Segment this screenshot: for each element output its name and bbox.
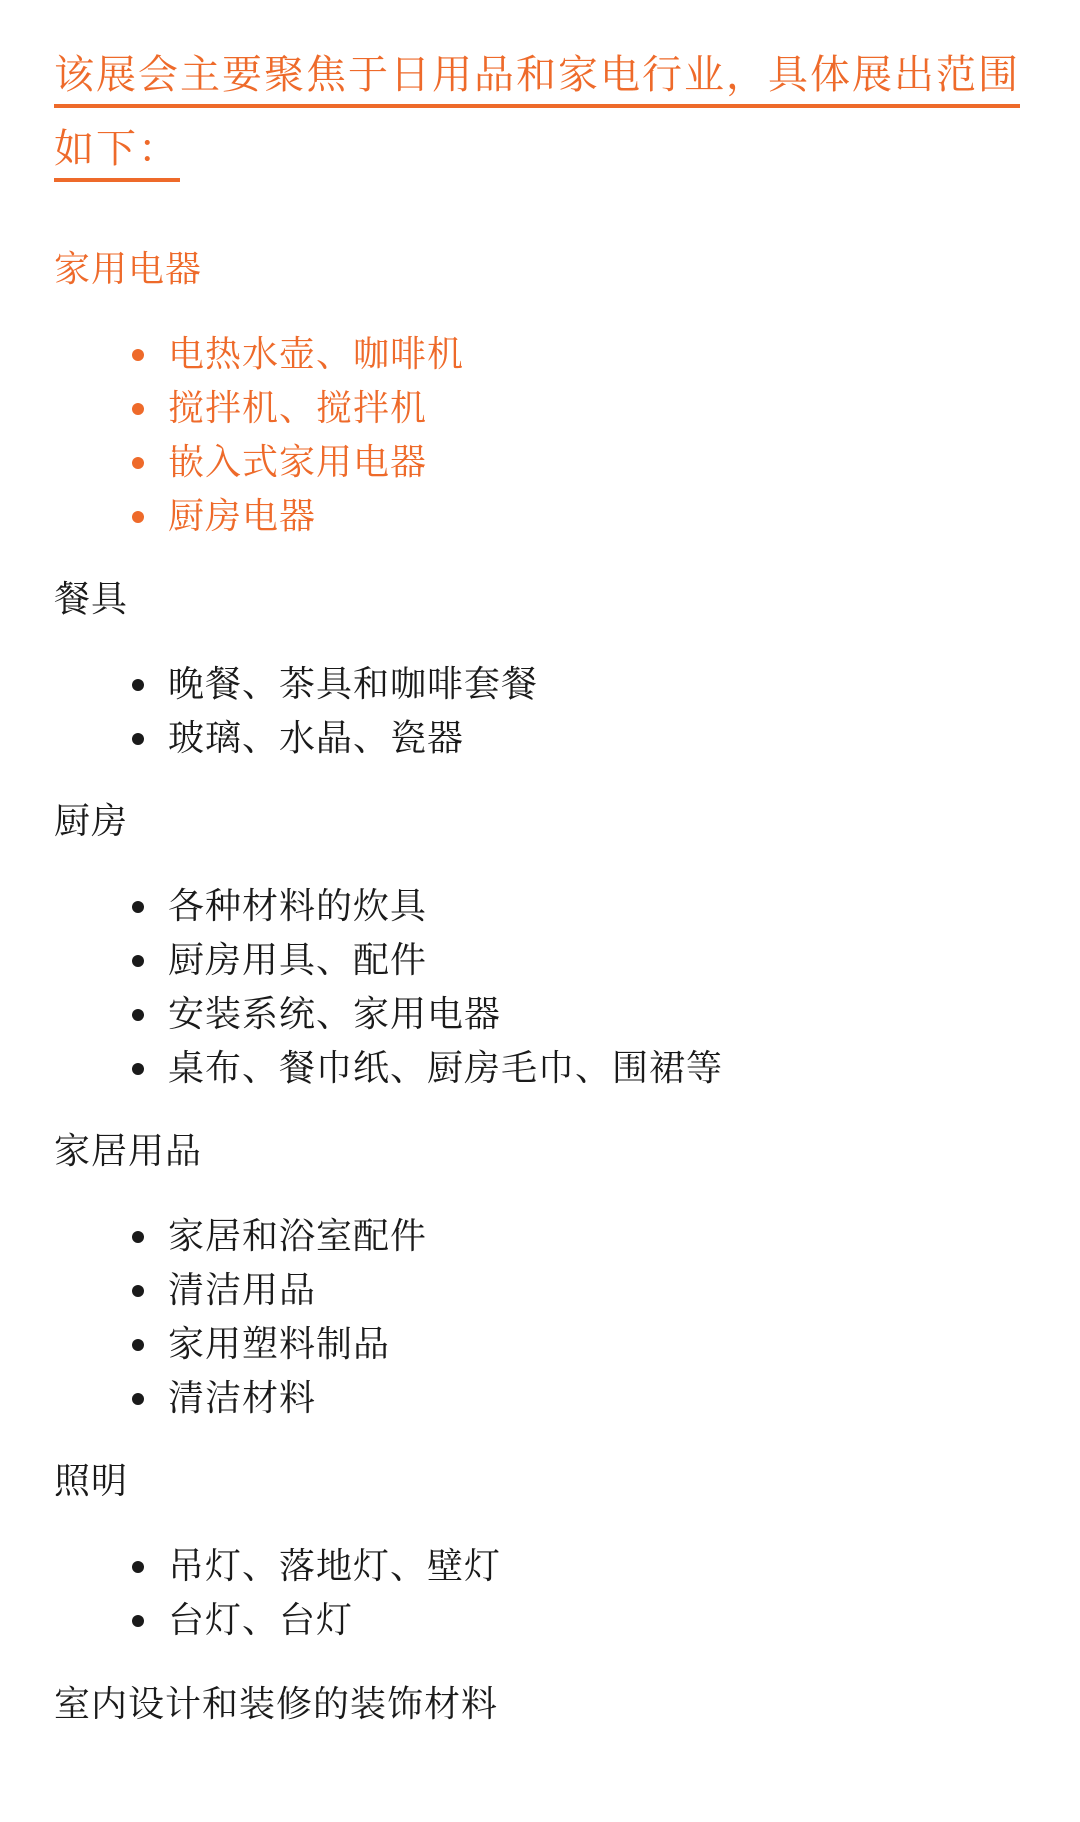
list-item: [132, 934, 723, 988]
list-item-text: 家居和浴室配件: [168, 1216, 428, 1257]
list-item: [132, 436, 464, 490]
section-heading-appliances: 家用电器: [54, 249, 203, 290]
list-item: [132, 490, 464, 544]
list-item-text: 桌布、餐巾纸、厨房毛巾、围裙等: [168, 1048, 724, 1089]
section-heading-lighting: 照明: [54, 1461, 129, 1502]
list-item: [132, 1264, 427, 1318]
list-item-text: 玻璃、水晶、瓷器: [168, 718, 465, 759]
list-household: [132, 1210, 427, 1426]
list-item: [132, 1318, 427, 1372]
list-item: [132, 658, 538, 712]
list-item: [132, 1540, 501, 1594]
list-item-text: 电热水壶、咖啡机: [168, 334, 465, 375]
list-item: [132, 1042, 723, 1096]
bullet-dot-icon: [132, 349, 144, 361]
list-item: [132, 1210, 427, 1264]
list-item: [132, 382, 464, 436]
list-item: [132, 880, 723, 934]
bullet-dot-icon: [132, 733, 144, 745]
section-heading-decoration: 室内设计和装修的装饰材料: [54, 1684, 499, 1725]
list-item-text: 清洁材料: [168, 1378, 317, 1419]
list-item: [132, 328, 464, 382]
bullet-dot-icon: [132, 1063, 144, 1075]
list-item-text: 各种材料的炊具: [168, 886, 428, 927]
bullet-dot-icon: [132, 1615, 144, 1627]
section-heading-kitchen: 厨房: [54, 801, 129, 842]
list-item-text: 安装系统、家用电器: [168, 994, 502, 1035]
bullet-dot-icon: [132, 1393, 144, 1405]
list-item-text: 厨房用具、配件: [168, 940, 428, 981]
list-item: [132, 712, 538, 766]
bullet-dot-icon: [132, 1561, 144, 1573]
intro-paragraph: [54, 38, 1034, 186]
bullet-dot-icon: [132, 1009, 144, 1021]
list-item-text: 台灯、台灯: [168, 1600, 354, 1641]
bullet-dot-icon: [132, 955, 144, 967]
bullet-dot-icon: [132, 901, 144, 913]
list-item-text: 厨房电器: [168, 496, 317, 537]
list-lighting: [132, 1540, 501, 1648]
list-item-text: 吊灯、落地灯、壁灯: [168, 1546, 502, 1587]
list-kitchen: [132, 880, 723, 1096]
bullet-dot-icon: [132, 403, 144, 415]
list-item: [132, 988, 723, 1042]
bullet-dot-icon: [132, 511, 144, 523]
section-heading-tableware: 餐具: [54, 579, 129, 620]
bullet-dot-icon: [132, 1285, 144, 1297]
bullet-dot-icon: [132, 679, 144, 691]
bullet-dot-icon: [132, 457, 144, 469]
bullet-dot-icon: [132, 1231, 144, 1243]
intro-text: 该展会主要聚焦于日用品和家电行业，具体展出范围如下：: [54, 52, 1020, 182]
bullet-dot-icon: [132, 1339, 144, 1351]
section-heading-household: 家居用品: [54, 1131, 203, 1172]
list-item-text: 晚餐、茶具和咖啡套餐: [168, 664, 539, 705]
list-item-text: 搅拌机、搅拌机: [168, 388, 428, 429]
list-appliances: [132, 328, 464, 544]
list-item: [132, 1372, 427, 1426]
list-item-text: 嵌入式家用电器: [168, 442, 428, 483]
list-item-text: 清洁用品: [168, 1270, 317, 1311]
list-item-text: 家用塑料制品: [168, 1324, 391, 1365]
list-item: [132, 1594, 501, 1648]
list-tableware: [132, 658, 538, 766]
